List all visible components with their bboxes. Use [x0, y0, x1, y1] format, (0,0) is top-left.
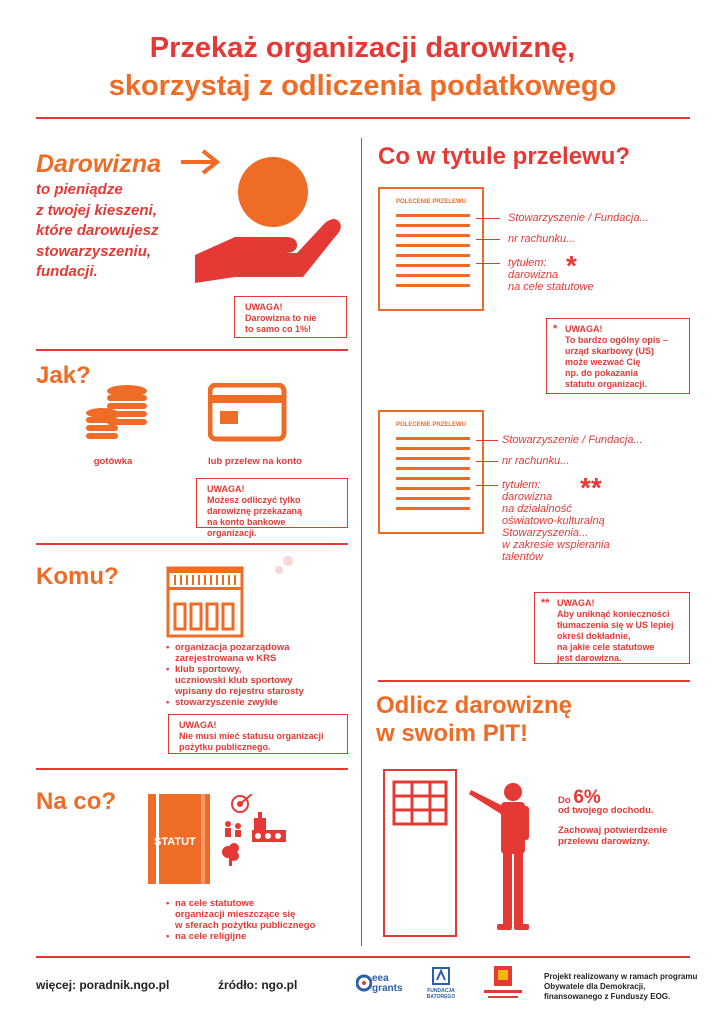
pointing-man-figure [465, 776, 547, 944]
tytul-heading: Co w tytule przelewu? [378, 143, 631, 170]
hand-coin-icon [175, 145, 355, 295]
darowizna-text: to pieniądze z twojej kieszeni, które darowujesz stowarzyszeniu, fundacji. [36, 181, 159, 280]
form1-line2: nr rachunku... [508, 233, 576, 245]
column-divider [361, 138, 362, 946]
title-divider [36, 117, 690, 119]
project-info: Projekt realizowany w ramach programu Obywatele dla Demokracji, finansowanego z Funduszy EOG. [544, 972, 698, 1001]
footer-divider [36, 956, 690, 958]
section-divider-3 [36, 768, 348, 770]
activity-icons [218, 794, 290, 866]
page-title-line1: Przekaż organizacji darowiznę, [149, 32, 576, 64]
coins-icon [82, 383, 152, 445]
komu-heading: Komu? [36, 563, 119, 590]
transfer-form-2: POLECENIE PRZELEWU [378, 410, 484, 534]
tree-icon [222, 843, 239, 866]
form1-line3: tytułem: darowizna na cele statutowe [508, 257, 594, 293]
eea-grants-logo: eea grants [356, 966, 408, 1000]
partner-logo-icon [480, 964, 526, 1004]
religion-symbols-icon [252, 830, 286, 842]
pit-form-icon [382, 768, 458, 938]
pit-income-text: od twojego dochodu. [558, 805, 654, 816]
page-title-line2: skorzystaj z odliczenia podatkowego [108, 70, 617, 102]
form2-line3: tytułem: darowizna na działalność oświatowo-kulturalną Stowarzyszenia... w zakresie wspierania talentów [502, 479, 610, 563]
naco-list [166, 898, 346, 942]
eea-logo-mark [356, 972, 372, 994]
list-item: • klub sportowy, uczniowski klub sportowy wpisany do rejestru starosty [166, 664, 346, 697]
list-item: • stowarzyszenie zwykłe [166, 697, 346, 708]
form2-line2: nr rachunku... [502, 455, 570, 467]
people-icon [225, 821, 241, 837]
target-icon [232, 794, 252, 812]
bank-card-icon [208, 383, 288, 443]
jak-heading: Jak? [36, 362, 91, 389]
list-item: • na cele statutowe organizacji mieszczące się w sferach pożytku publicznego [166, 898, 346, 931]
church-icon [254, 812, 266, 830]
section-divider-4 [378, 680, 690, 682]
batory-logo: FUNDACJA BATOREGO [424, 966, 458, 1002]
jak-note: UWAGA! Możesz odliczyć tylko darowiznę przekazaną na konto bankowe organizacji. [196, 478, 348, 528]
darowizna-heading: Darowizna [36, 150, 162, 178]
source-text: źródło: ngo.pl [218, 978, 298, 992]
form2-line1: Stowarzyszenie / Fundacja... [502, 434, 643, 446]
naco-heading: Na co? [36, 788, 117, 815]
list-item: • na cele religijne [166, 931, 346, 942]
transfer-form-1: POLECENIE PRZELEWU [378, 187, 484, 311]
list-item: • organizacja pozarządowa zarejestrowana w KRS [166, 642, 346, 664]
pit-heading: Odlicz darowiznę w swoim PIT! [376, 692, 573, 747]
section-divider-2 [36, 543, 348, 545]
tytul-note-1: * UWAGA! To bardzo ogólny opis – urząd skarbowy (US) może wezwać Cię np. do pokazania statutu organizacji. [546, 318, 690, 394]
darowizna-note: UWAGA! Darowizna to nie to samo co 1%! [234, 296, 347, 338]
building-icon [166, 566, 246, 638]
komu-list [166, 642, 346, 708]
section-divider-1 [36, 349, 348, 351]
form1-line1: Stowarzyszenie / Fundacja... [508, 212, 649, 224]
cash-label: gotówka [93, 456, 133, 467]
decorative-bubbles [272, 553, 296, 577]
komu-note: UWAGA! Nie musi mieć statusu organizacji pożytku publicznego. [168, 714, 348, 754]
tytul-note-2: ** UWAGA! Aby uniknąć konieczności tłumaczenia się w US lepiej określ dokładnie, na jakie cele statutowe jest darowizna. [534, 592, 690, 664]
statute-label: STATUT [154, 836, 196, 848]
more-link[interactable]: więcej: poradnik.ngo.pl [36, 978, 170, 992]
pit-keep-note: Zachowaj potwierdzenie przelewu darowizny. [558, 825, 668, 847]
asterisk-mark-2: ** [580, 472, 602, 503]
asterisk-mark-1: * [566, 250, 577, 281]
batory-logo-mark [431, 966, 451, 986]
transfer-label: lub przelew na konto [208, 456, 302, 467]
pit-amount: Do 6% [558, 787, 601, 808]
